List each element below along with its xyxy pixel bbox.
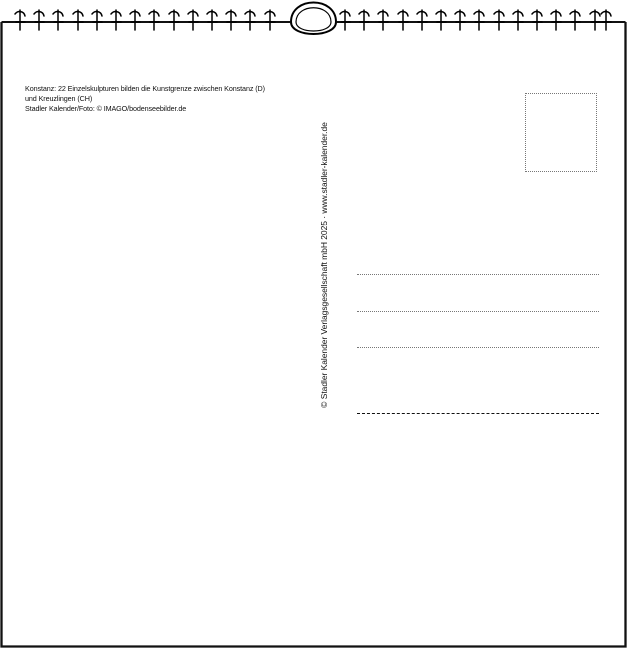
spiral-ring-icon (378, 10, 388, 30)
spiral-ring-icon (551, 10, 561, 30)
spiral-ring-icon (245, 10, 255, 30)
spiral-ring-icon (417, 10, 427, 30)
spiral-ring-icon (207, 10, 217, 30)
address-line-2 (357, 311, 599, 312)
spiral-ring-icon (340, 10, 350, 30)
caption-line-2: und Kreuzlingen (CH) (25, 94, 93, 103)
spiral-ring-icon (73, 10, 83, 30)
spiral-binding-icon (0, 0, 627, 45)
spiral-ring-icon (111, 10, 121, 30)
address-line-4 (357, 413, 599, 414)
spiral-ring-icon (188, 10, 198, 30)
spiral-ring-icon (359, 10, 369, 30)
spiral-ring-icon (149, 10, 159, 30)
spiral-ring-icon (590, 10, 600, 30)
spiral-ring-icon (53, 10, 63, 30)
wire-hanger-icon (291, 3, 336, 35)
address-line-1 (357, 274, 599, 275)
stamp-box-icon (525, 93, 597, 172)
spiral-ring-icon (455, 10, 465, 30)
address-line-3 (357, 347, 599, 348)
spiral-ring-icon (398, 10, 408, 30)
spiral-ring-icon (494, 10, 504, 30)
spiral-ring-icon (130, 10, 140, 30)
vertical-copyright (318, 114, 330, 416)
spiral-ring-icon (15, 10, 25, 30)
spiral-ring-icon (34, 10, 44, 30)
spiral-ring-icon (532, 10, 542, 30)
caption-line-1: Konstanz: 22 Einzelskulpturen bilden die Kunstgrenze zwischen Konstanz (D) (25, 84, 265, 93)
spiral-ring-icon (436, 10, 446, 30)
spiral-ring-icon (169, 10, 179, 30)
photo-caption (25, 84, 305, 114)
caption-line-3: Stadler Kalender/Foto: © IMAGO/bodenseebilder.de (25, 104, 187, 113)
spiral-ring-icon (92, 10, 102, 30)
spiral-ring-icon (601, 10, 611, 30)
copyright-text: © Stadler Kalender Verlagsgesellschaft mbH 2025 · www.stadler-kalender.de (319, 122, 329, 408)
spiral-ring-icon (226, 10, 236, 30)
spiral-ring-icon (265, 10, 275, 30)
spiral-ring-icon (513, 10, 523, 30)
spiral-ring-icon (474, 10, 484, 30)
spiral-ring-icon (570, 10, 580, 30)
